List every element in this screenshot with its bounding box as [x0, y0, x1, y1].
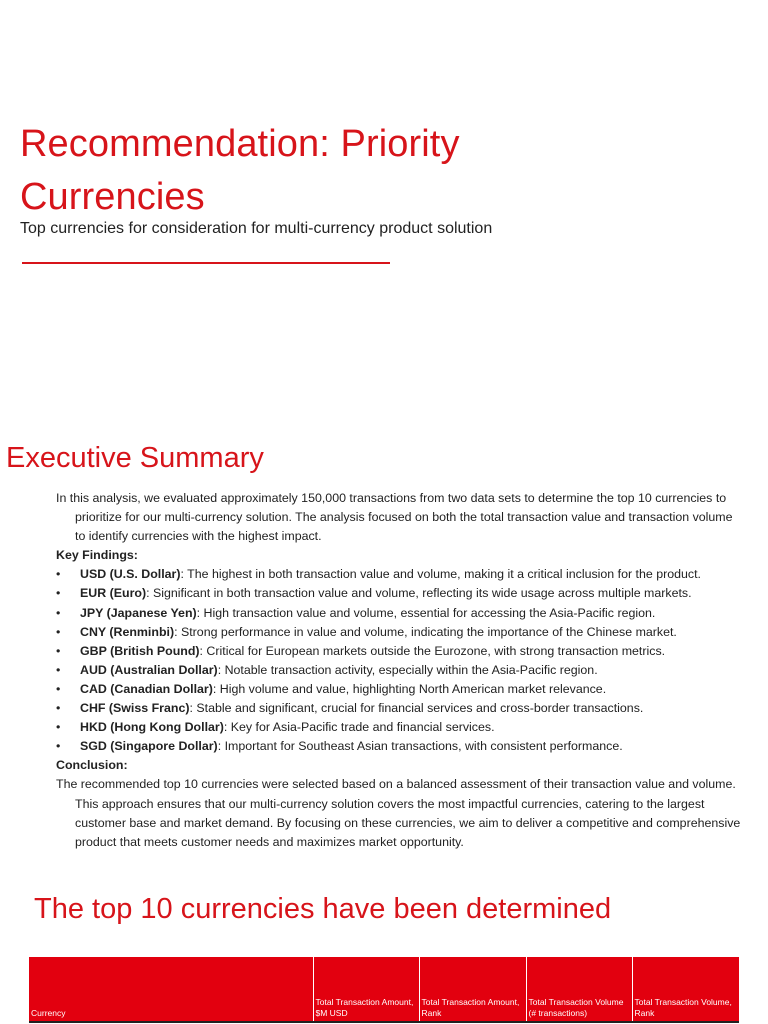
- currency-code: CHF (Swiss Franc): [80, 701, 190, 716]
- list-item: [56, 584, 746, 603]
- list-item: [56, 680, 746, 699]
- summary-intro: In this analysis, we evaluated approximately 150,000 transactions from two data sets to determine the top 10 currencies to prioritize for our multi-currency solution. The analysis focused on both the total transaction value and transaction volume to identify currencies with the highest impact.: [56, 491, 733, 544]
- conclusion-label: Conclusion:: [56, 758, 128, 773]
- finding-text: : Key for Asia-Pacific trade and financial services.: [223, 720, 495, 735]
- currency-code: AUD (Australian Dollar): [80, 662, 218, 677]
- finding-text: : Notable transaction activity, especially within the Asia-Pacific region.: [217, 662, 598, 677]
- list-item: [56, 718, 746, 737]
- title-divider: [22, 262, 390, 264]
- bullet-icon: •: [56, 739, 61, 754]
- currency-code: SGD (Singapore Dollar): [80, 739, 218, 754]
- page-title: Recommendation: Priority Currencies: [20, 123, 460, 218]
- list-item: [56, 623, 746, 642]
- key-findings-list: [56, 565, 746, 756]
- list-item: [56, 661, 746, 680]
- finding-text: : Important for Southeast Asian transactions, with consistent performance.: [217, 739, 623, 754]
- bullet-icon: •: [56, 586, 61, 601]
- currency-code: USD (U.S. Dollar): [80, 567, 181, 582]
- bullet-icon: •: [56, 643, 61, 658]
- finding-text: : High transaction value and volume, essential for accessing the Asia-Pacific region.: [196, 605, 656, 620]
- bullet-icon: •: [56, 605, 61, 620]
- top-currencies-title: The top 10 currencies have been determined: [34, 893, 612, 925]
- currency-table: [29, 957, 739, 1022]
- bullet-icon: •: [56, 662, 61, 677]
- key-findings-label: Key Findings:: [56, 548, 138, 563]
- currency-code: EUR (Euro): [80, 586, 147, 601]
- executive-summary-body: [56, 489, 746, 852]
- finding-text: : Strong performance in value and volume, indicating the importance of the Chinese market.: [174, 624, 677, 639]
- column-header-volume-rank: Total Transaction Volume, Rank: [632, 957, 739, 1022]
- finding-text: : Stable and significant, crucial for financial services and cross-border transactions.: [189, 701, 644, 716]
- finding-text: : Critical for European markets outside the Eurozone, with strong transaction metrics.: [199, 643, 666, 658]
- currency-code: JPY (Japanese Yen): [80, 605, 197, 620]
- bullet-icon: •: [56, 701, 61, 716]
- executive-summary-title: Executive Summary: [6, 442, 264, 474]
- column-header-amount: Total Transaction Amount, $M USD: [313, 957, 419, 1022]
- column-header-currency: Currency: [29, 957, 313, 1022]
- currency-code: HKD (Hong Kong Dollar): [80, 720, 224, 735]
- page-subtitle: Top currencies for consideration for multi-currency product solution: [20, 220, 493, 237]
- list-item: [56, 642, 746, 661]
- currency-code: CAD (Canadian Dollar): [80, 681, 213, 696]
- list-item: [56, 565, 746, 584]
- column-header-amount-rank: Total Transaction Amount, Rank: [419, 957, 526, 1022]
- finding-text: : Significant in both transaction value and volume, reflecting its wide usage across multiple markets.: [146, 586, 692, 601]
- column-header-volume: Total Transaction Volume (# transactions): [526, 957, 632, 1022]
- bullet-icon: •: [56, 567, 61, 582]
- table-divider: [29, 1021, 739, 1023]
- list-item: [56, 604, 746, 623]
- currency-code: GBP (British Pound): [80, 643, 200, 658]
- finding-text: : The highest in both transaction value and volume, making it a critical inclusion for the product.: [180, 567, 701, 582]
- bullet-icon: •: [56, 720, 61, 735]
- list-item: [56, 699, 746, 718]
- list-item: [56, 737, 746, 756]
- conclusion-text: The recommended top 10 currencies were selected based on a balanced assessment of their transaction value and volume. This approach ensures that our multi-currency solution covers the most impactful currencies, catering to the largest customer base and market demand. By focusing on these currencies, we aim to deliver a competitive and comprehensive product that meets customer needs and maximizes market opportunity.: [56, 777, 741, 849]
- bullet-icon: •: [56, 681, 61, 696]
- currency-code: CNY (Renminbi): [80, 624, 175, 639]
- finding-text: : High volume and value, highlighting North American market relevance.: [212, 681, 607, 696]
- table-header-row: [29, 957, 739, 1022]
- bullet-icon: •: [56, 624, 61, 639]
